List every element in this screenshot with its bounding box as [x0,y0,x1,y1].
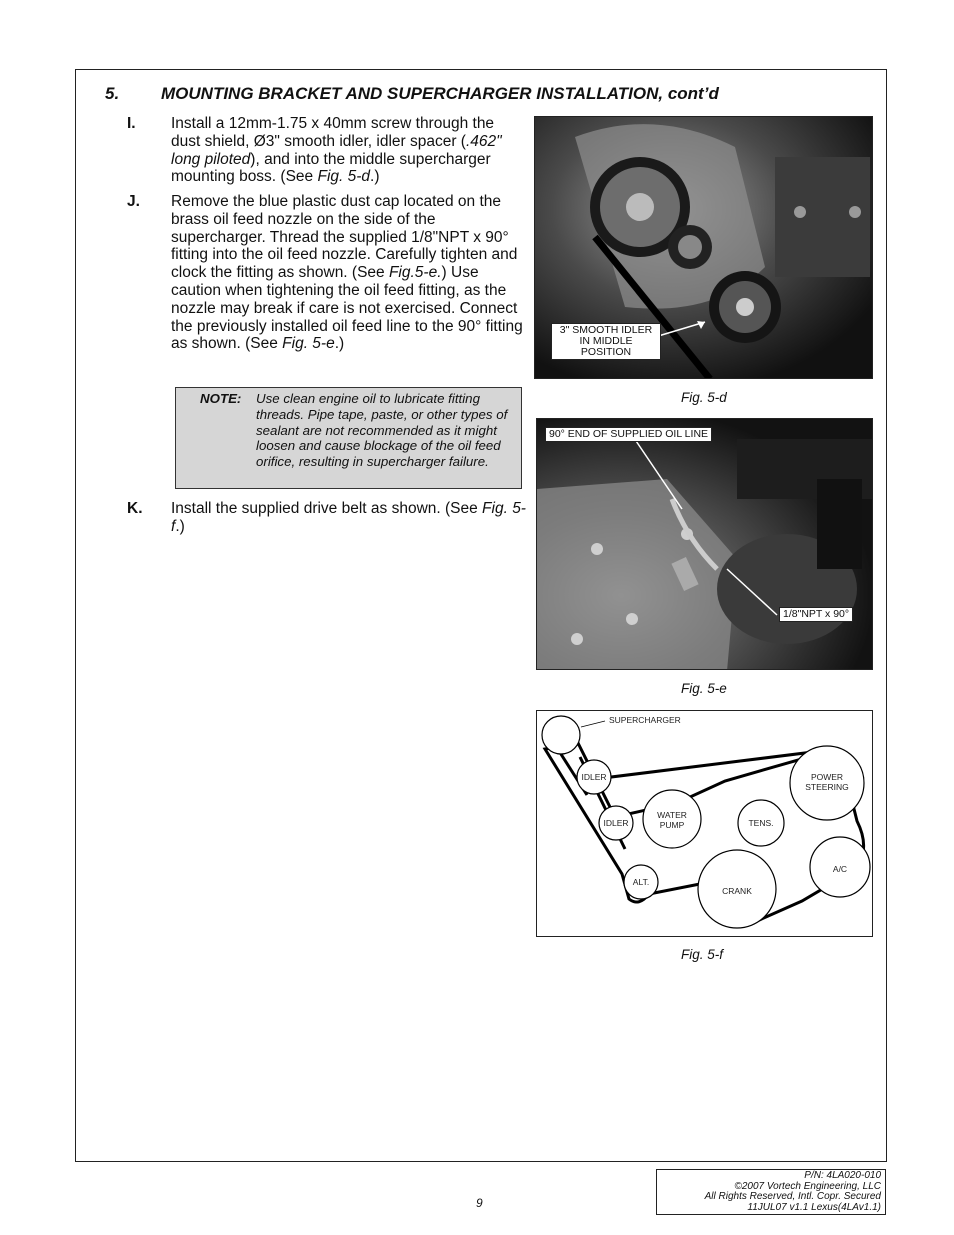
rights: All Rights Reserved, Intl. Copr. Secured [704,1191,881,1202]
step-letter: J. [127,193,140,210]
step-text: Install the supplied drive belt as shown. (See Fig. 5-f.) [171,500,526,535]
page-number: 9 [476,1196,483,1210]
step-text: Install a 12mm-1.75 x 40mm screw through the dust shield, Ø3" smooth idler, idler spacer (.462" long piloted), and into the middle supercharger mounting boss. (See Fig. 5-d.) [171,115,502,186]
part-number: P/N: 4LA020-010 [804,1170,881,1181]
step-letter: K. [127,500,143,517]
step-i [127,115,527,186]
note-label: NOTE: [200,391,242,406]
step-text: Remove the blue plastic dust cap located on the brass oil feed nozzle on the side of the supercharger. Thread the supplied 1/8"NPT x 90° fitting into the oil feed nozzle. Carefully tighten and clock the fitting as shown. (See Fig.5-e.) Use caution when tightening the oil feed fitting, as the nozzle may break if care is not exercised. Connect the previously installed oil feed line to the 90° fitting as shown. (See Fig. 5-e.) [171,193,523,353]
step-letter: I. [127,115,136,132]
label-idler-1: IDLER [581,772,607,782]
figure-5e-callout-bottom: 1/8"NPT x 90° [779,607,853,622]
label-water-pump-1: WATER [657,810,687,820]
label-supercharger: SUPERCHARGER [609,715,681,725]
figure-5e-caption: Fig. 5-e [681,681,727,696]
note-text: Use clean engine oil to lubricate fitting threads. Pipe tape, paste, or other types of sealant are not recommended as it might loosen and cause blockage of the oil feed orifice, resulting in supercharger failure. [256,391,508,470]
figure-5f-caption: Fig. 5-f [681,947,724,962]
step-k [127,500,527,536]
figure-5d-caption: Fig. 5-d [681,390,727,405]
label-power-steering-2: STEERING [805,782,849,792]
copyright: ©2007 Vortech Engineering, LLC [734,1180,881,1192]
label-idler-2: IDLER [603,818,629,828]
label-power-steering-1: POWER [810,772,844,782]
figure-5e-callout-top: 90° END OF SUPPLIED OIL LINE [545,427,712,442]
section-heading [105,84,719,104]
label-water-pump-2: PUMP [659,820,685,830]
section-number: 5. [105,84,120,103]
note-box [175,387,522,489]
figure-5e-photo [536,418,873,670]
label-ac: A/C [832,864,848,874]
label-crank: CRANK [722,886,752,896]
step-j [127,193,527,353]
label-tensioner: TENS. [748,818,774,828]
footer-info-box [656,1169,886,1215]
version: 11JUL07 v1.1 Lexus(4LAv1.1) [747,1201,881,1213]
supercharger-pulley [542,716,580,754]
figure-5f-belt-diagram [536,710,873,937]
label-alternator: ALT. [632,877,650,887]
figure-5d-callout: 3" SMOOTH IDLER IN MIDDLE POSITION [551,323,661,360]
section-title: MOUNTING BRACKET AND SUPERCHARGER INSTALLATION, cont’d [161,84,719,103]
